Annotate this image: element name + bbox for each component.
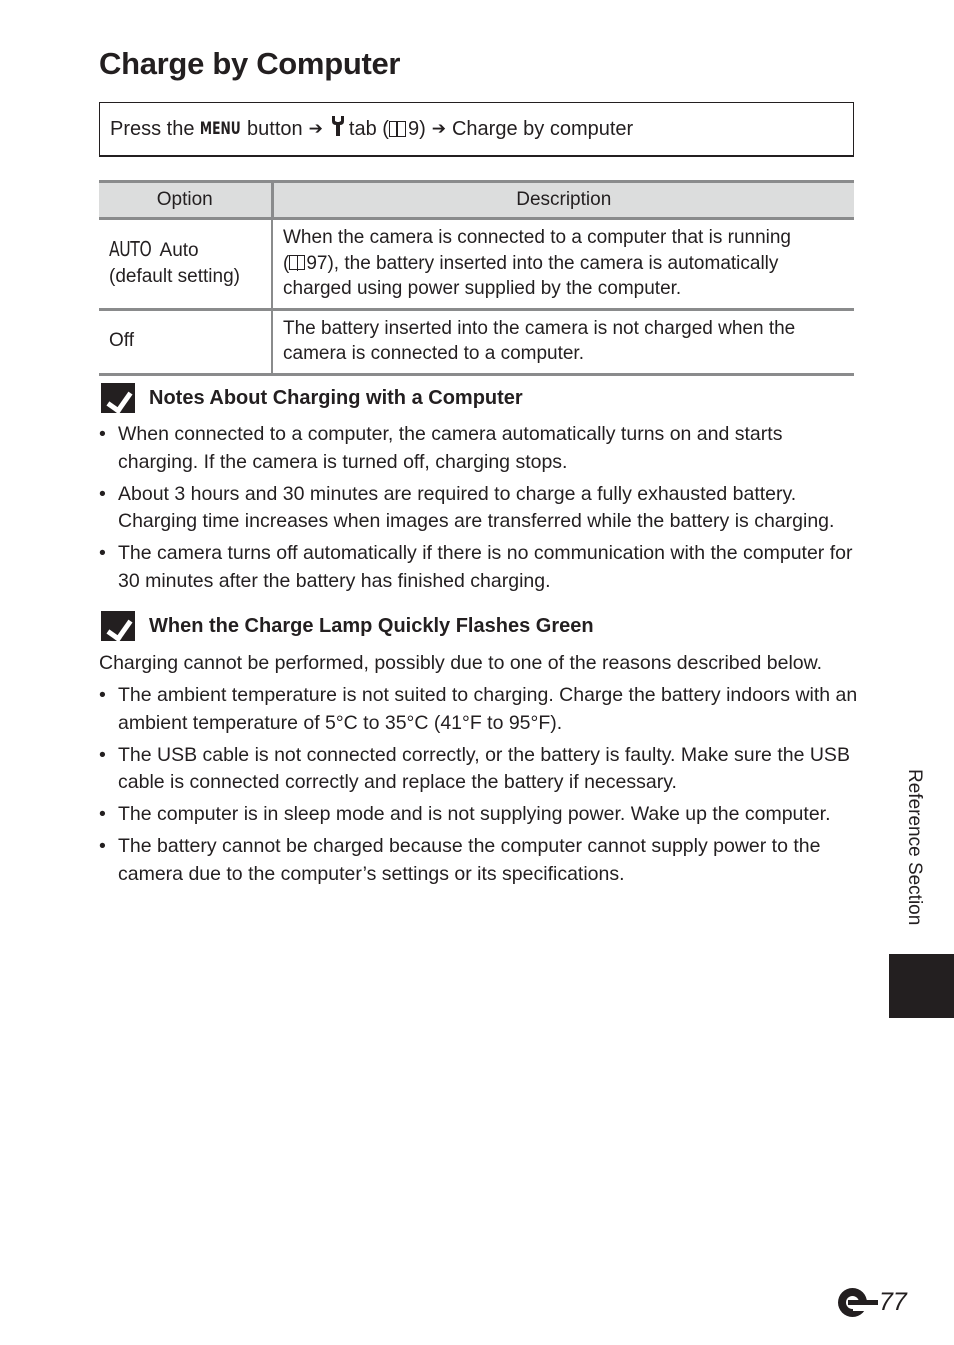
note-bullets-charging	[99, 421, 859, 600]
description-cell-off	[272, 309, 854, 374]
menu-path-button: button	[247, 117, 303, 140]
note-heading-text: When the Charge Lamp Quickly Flashes Green	[149, 614, 594, 637]
reference-book-icon	[389, 121, 406, 137]
column-header-description: Description	[272, 182, 854, 219]
table-row	[99, 309, 854, 374]
auto-mode-icon: AUTO	[109, 237, 152, 262]
side-tab-marker	[889, 954, 954, 1018]
arrow-right-icon: ➔	[431, 119, 446, 138]
list-item: • The battery cannot be charged because the computer cannot supply power to the camera due to the computer’s settings or its specifications.	[99, 833, 859, 888]
reference-section-icon	[838, 1288, 878, 1317]
menu-path-tab: tab (	[348, 117, 389, 140]
menu-path-item: Charge by computer	[451, 117, 634, 140]
option-auto-label: Auto	[159, 240, 199, 262]
table-header-row	[99, 182, 854, 219]
checkmark-icon	[101, 383, 135, 413]
note-heading-charging	[101, 383, 523, 413]
menu-path-box	[99, 102, 854, 156]
menu-path-tab-ref: 9	[407, 117, 420, 140]
menu-path-tab-close: )	[419, 117, 426, 140]
note-intro: Charging cannot be performed, possibly due to one of the reasons described below.	[99, 652, 823, 674]
description-text: charged using power supplied by the computer.	[283, 278, 682, 299]
menu-button-glyph: MENU	[200, 119, 242, 139]
note-heading-text: Notes About Charging with a Computer	[149, 386, 523, 409]
wrench-icon	[331, 115, 345, 143]
table-row	[99, 219, 854, 310]
list-item: • When connected to a computer, the camera automatically turns on and starts charging. If the camera is turned off, charging stops.	[99, 421, 859, 476]
page-number-text: 77	[879, 1288, 907, 1316]
list-item: • The ambient temperature is not suited to charging. Charge the battery indoors with an ambient temperature of 5°C to 35°C (41°F to 95°F).	[99, 682, 859, 737]
side-tab-label: Reference Section	[904, 769, 925, 926]
options-table	[99, 180, 854, 376]
description-text: When the camera is connected to a computer that is running	[283, 227, 791, 248]
description-text: camera is connected to a computer.	[283, 343, 584, 364]
option-cell-auto	[99, 219, 272, 310]
description-text: (	[283, 252, 290, 274]
page-number	[838, 1288, 907, 1317]
note-heading-charge-lamp	[101, 611, 594, 641]
arrow-right-icon: ➔	[308, 119, 323, 138]
list-item: • The USB cable is not connected correctly, or the battery is faulty. Make sure the USB cable is connected correctly and replace the battery if necessary.	[99, 742, 859, 797]
column-header-option: Option	[99, 182, 272, 219]
reference-book-icon	[289, 255, 305, 270]
list-item: • About 3 hours and 30 minutes are required to charge a fully exhausted battery. Charging time increases when images are transferred while the battery is charging.	[99, 481, 859, 536]
checkmark-icon	[101, 611, 135, 641]
option-cell-off: Off	[99, 309, 272, 374]
list-item: • The computer is in sleep mode and is not supplying power. Wake up the computer.	[99, 801, 859, 829]
note-bullets-charge-lamp	[99, 682, 859, 893]
description-cell-auto	[272, 219, 854, 310]
page-title: Charge by Computer	[99, 46, 401, 81]
menu-path-press: Press the	[110, 117, 195, 140]
description-text: 97), the battery inserted into the camera is automatically	[306, 252, 779, 274]
list-item: • The camera turns off automatically if there is no communication with the computer for 30 minutes after the battery has finished charging.	[99, 540, 859, 595]
option-auto-default: (default setting)	[109, 265, 240, 287]
description-text: The battery inserted into the camera is not charged when the	[283, 317, 796, 339]
